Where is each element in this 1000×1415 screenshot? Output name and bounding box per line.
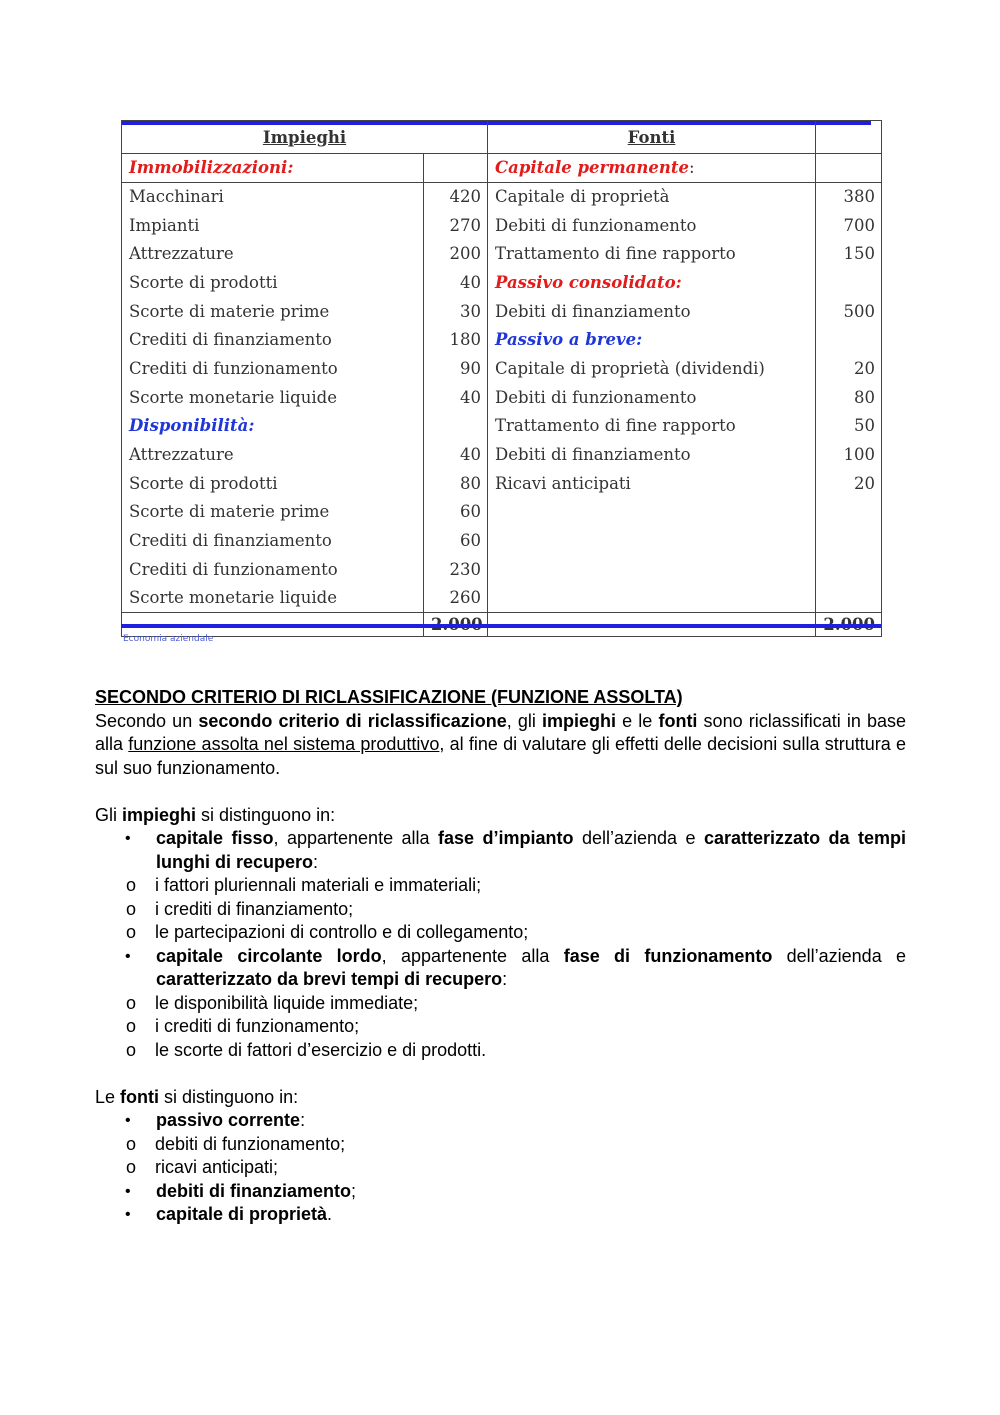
impieghi-value: 40 — [424, 383, 488, 412]
impieghi-label: Disponibilità: — [122, 412, 424, 441]
fonti-label — [488, 584, 816, 613]
header-impieghi: Impieghi — [122, 121, 488, 154]
text-bold: impieghi — [122, 804, 197, 825]
section-row — [122, 154, 882, 183]
table-row — [122, 211, 882, 240]
fonti-label: Debiti di finanziamento — [488, 297, 816, 326]
impieghi-label: Scorte monetarie liquide — [122, 584, 424, 613]
text-bold: caratterizzato da tempi lunghi di recupero — [156, 828, 906, 872]
circle-bullet-icon: o — [126, 1133, 137, 1154]
fonti-value: 20 — [816, 355, 882, 384]
fonti-value: 20 — [816, 469, 882, 498]
text-bold: fonti — [120, 1086, 160, 1107]
bullet-icon: • — [125, 1206, 131, 1223]
impieghi-value: 200 — [424, 240, 488, 269]
table-row — [122, 183, 882, 212]
capitale-fisso-sublist — [95, 874, 906, 945]
fonti-value: 100 — [816, 441, 882, 470]
text-run: , appartenente alla — [273, 828, 439, 848]
sub-list-text: le scorte di fattori d’esercizio e di prodotti. — [155, 1039, 487, 1060]
sub-list-item — [95, 1156, 906, 1180]
passivo-corrente-sublist — [95, 1133, 906, 1180]
fonti-value — [816, 269, 882, 298]
watermark-text: Economia aziendale — [123, 634, 214, 642]
table-row — [122, 355, 882, 384]
bullet-icon: • — [125, 1182, 131, 1200]
table-row — [122, 469, 882, 498]
circle-bullet-icon: o — [126, 1157, 137, 1177]
sub-list-text: le disponibilità liquide immediate; — [155, 992, 419, 1013]
impieghi-value — [424, 412, 488, 441]
fonti-value — [816, 555, 882, 584]
text-run: Secondo un — [95, 710, 199, 731]
impieghi-value: 80 — [424, 469, 488, 498]
sub-list-item — [95, 1039, 906, 1063]
fonti-label: Capitale di proprietà (dividendi) — [488, 355, 816, 384]
section-immobilizzazioni: Immobilizzazioni: — [122, 154, 424, 183]
spacer — [95, 1062, 906, 1086]
text-run: si distinguono in: — [159, 1086, 299, 1107]
section-capitale-permanente — [488, 154, 816, 183]
impieghi-label: Impianti — [122, 211, 424, 240]
fonti-label — [488, 555, 816, 584]
sub-list-text: i fattori pluriennali materiali e immateriali; — [155, 875, 482, 895]
impieghi-label: Macchinari — [122, 183, 424, 212]
text-run: dell’azienda e — [573, 828, 705, 848]
list-item-capitale-proprieta — [95, 1203, 906, 1227]
impieghi-value: 270 — [424, 211, 488, 240]
impieghi-label: Crediti di finanziamento — [122, 527, 424, 556]
circle-bullet-icon: o — [126, 898, 137, 919]
text-run: Gli — [95, 804, 122, 825]
list-item-capitale-circolante — [95, 945, 906, 992]
table-row — [122, 441, 882, 470]
table-row — [122, 269, 882, 298]
sub-list-item — [95, 874, 906, 898]
text-bold: fonti — [658, 710, 698, 731]
text-bold: caratterizzato da brevi tempi di recupero — [156, 969, 503, 989]
impieghi-value: 60 — [424, 527, 488, 556]
text-bold: fase di funzionamento — [563, 945, 773, 966]
impieghi-value: 40 — [424, 441, 488, 470]
text-run: : — [502, 969, 508, 989]
impieghi-value: 60 — [424, 498, 488, 527]
fonti-value — [816, 326, 882, 355]
sub-list-item — [95, 1015, 906, 1039]
spacer — [95, 780, 906, 804]
text-run: : — [313, 851, 319, 872]
impieghi-value: 180 — [424, 326, 488, 355]
table-row — [122, 412, 882, 441]
table-row — [122, 584, 882, 613]
impieghi-label: Crediti di funzionamento — [122, 355, 424, 384]
text-bold: secondo criterio di riclassificazione — [198, 710, 507, 731]
text-bold: passivo corrente — [156, 1110, 301, 1130]
impieghi-label: Scorte di materie prime — [122, 498, 424, 527]
header-empty — [816, 121, 882, 154]
text-bold: fase d’impianto — [438, 828, 574, 848]
text-run: , al fine di valutare gli effetti delle decisioni sulla struttura e sul suo funzionamento. — [95, 734, 906, 778]
table-row — [122, 527, 882, 556]
fonti-value — [816, 527, 882, 556]
sub-list-text: i crediti di funzionamento; — [155, 1016, 360, 1036]
fonti-value: 380 — [816, 183, 882, 212]
text-run: e le — [616, 710, 659, 731]
impieghi-label: Crediti di finanziamento — [122, 326, 424, 355]
section-colon: : — [688, 158, 695, 177]
fonti-label: Capitale di proprietà — [488, 183, 816, 212]
impieghi-label: Scorte di prodotti — [122, 269, 424, 298]
text-run: sono riclassificati in base alla — [95, 710, 907, 754]
sub-list-text: ricavi anticipati; — [155, 1157, 279, 1177]
list-item-capitale-fisso — [95, 827, 906, 874]
fonti-label — [488, 498, 816, 527]
fonti-label: Debiti di finanziamento — [488, 441, 816, 470]
impieghi-list-2 — [95, 945, 906, 992]
circle-bullet-icon: o — [126, 992, 137, 1013]
text-bold: capitale fisso — [156, 828, 274, 848]
sub-list-text: debiti di funzionamento; — [155, 1133, 346, 1154]
sub-list-text: i crediti di finanziamento; — [155, 898, 354, 919]
header-fonti: Fonti — [488, 121, 816, 154]
sub-list-item — [95, 1133, 906, 1157]
table-row — [122, 555, 882, 584]
impieghi-value: 30 — [424, 297, 488, 326]
impieghi-value: 40 — [424, 269, 488, 298]
fonti-value — [816, 498, 882, 527]
fonti-label: Passivo consolidato: — [488, 269, 816, 298]
text-bold: capitale di proprietà — [156, 1204, 328, 1224]
impieghi-fonti-table — [121, 120, 882, 637]
impieghi-label: Scorte di materie prime — [122, 297, 424, 326]
table-row — [122, 297, 882, 326]
impieghi-value: 260 — [424, 584, 488, 613]
table-row — [122, 326, 882, 355]
impieghi-label: Attrezzature — [122, 240, 424, 269]
impieghi-value: 230 — [424, 555, 488, 584]
impieghi-label: Scorte monetarie liquide — [122, 383, 424, 412]
impieghi-value: 90 — [424, 355, 488, 384]
text-underlined: funzione assolta nel sistema produttivo — [128, 734, 440, 754]
fonti-value: 50 — [816, 412, 882, 441]
empty-cell — [816, 154, 882, 183]
bullet-icon: • — [125, 947, 131, 965]
circle-bullet-icon: o — [126, 922, 137, 942]
fonti-label: Debiti di funzionamento — [488, 211, 816, 240]
sub-list-text: le partecipazioni di controllo e di collegamento; — [155, 922, 529, 942]
text-run: . — [327, 1204, 333, 1224]
text-bold: impieghi — [542, 710, 617, 731]
sub-list-item — [95, 898, 906, 922]
circle-bullet-icon: o — [126, 875, 137, 895]
text-run: : — [300, 1110, 306, 1130]
empty-cell — [424, 154, 488, 183]
capitale-circolante-sublist — [95, 992, 906, 1063]
document-body — [95, 686, 906, 1227]
fonti-intro — [95, 1086, 906, 1110]
fonti-label: Trattamento di fine rapporto — [488, 412, 816, 441]
impieghi-label: Scorte di prodotti — [122, 469, 424, 498]
text-run: Le — [95, 1086, 121, 1107]
fonti-list-2 — [95, 1180, 906, 1227]
header-row — [122, 121, 882, 154]
table-row — [122, 498, 882, 527]
impieghi-intro — [95, 804, 906, 828]
impieghi-list — [95, 827, 906, 874]
fonti-value: 500 — [816, 297, 882, 326]
bullet-icon: • — [125, 830, 131, 847]
text-run: ; — [351, 1180, 357, 1201]
list-item-debiti-finanziamento — [95, 1180, 906, 1204]
circle-bullet-icon: o — [126, 1016, 137, 1036]
sub-list-item — [95, 992, 906, 1016]
table-row — [122, 383, 882, 412]
fonti-value: 150 — [816, 240, 882, 269]
circle-bullet-icon: o — [126, 1039, 137, 1060]
impieghi-value: 420 — [424, 183, 488, 212]
text-run: , appartenente alla — [381, 945, 564, 966]
sub-list-item — [95, 921, 906, 945]
fonti-label: Trattamento di fine rapporto — [488, 240, 816, 269]
text-bold: capitale circolante lordo — [156, 945, 382, 966]
impieghi-label: Attrezzature — [122, 441, 424, 470]
bottom-blue-rule — [121, 624, 881, 628]
fonti-label: Debiti di funzionamento — [488, 383, 816, 412]
impieghi-label: Crediti di funzionamento — [122, 555, 424, 584]
text-bold: debiti di finanziamento — [156, 1180, 352, 1201]
list-item-passivo-corrente — [95, 1109, 906, 1133]
text-run: , gli — [506, 710, 543, 731]
text-run: si distinguono in: — [196, 804, 336, 825]
fonti-value: 700 — [816, 211, 882, 240]
fonti-list — [95, 1109, 906, 1133]
fonti-label — [488, 527, 816, 556]
intro-paragraph — [95, 710, 906, 781]
fonti-value — [816, 584, 882, 613]
text-run: dell’azienda e — [772, 945, 907, 966]
fonti-label: Passivo a breve: — [488, 326, 816, 355]
section-capitale-permanente-label: Capitale permanente — [495, 158, 689, 177]
bullet-icon: • — [125, 1112, 131, 1129]
table-row — [122, 240, 882, 269]
fonti-label: Ricavi anticipati — [488, 469, 816, 498]
section-heading: SECONDO CRITERIO DI RICLASSIFICAZIONE (FUNZIONE ASSOLTA) — [95, 687, 683, 707]
fonti-value: 80 — [816, 383, 882, 412]
balance-sheet-table — [121, 120, 881, 642]
